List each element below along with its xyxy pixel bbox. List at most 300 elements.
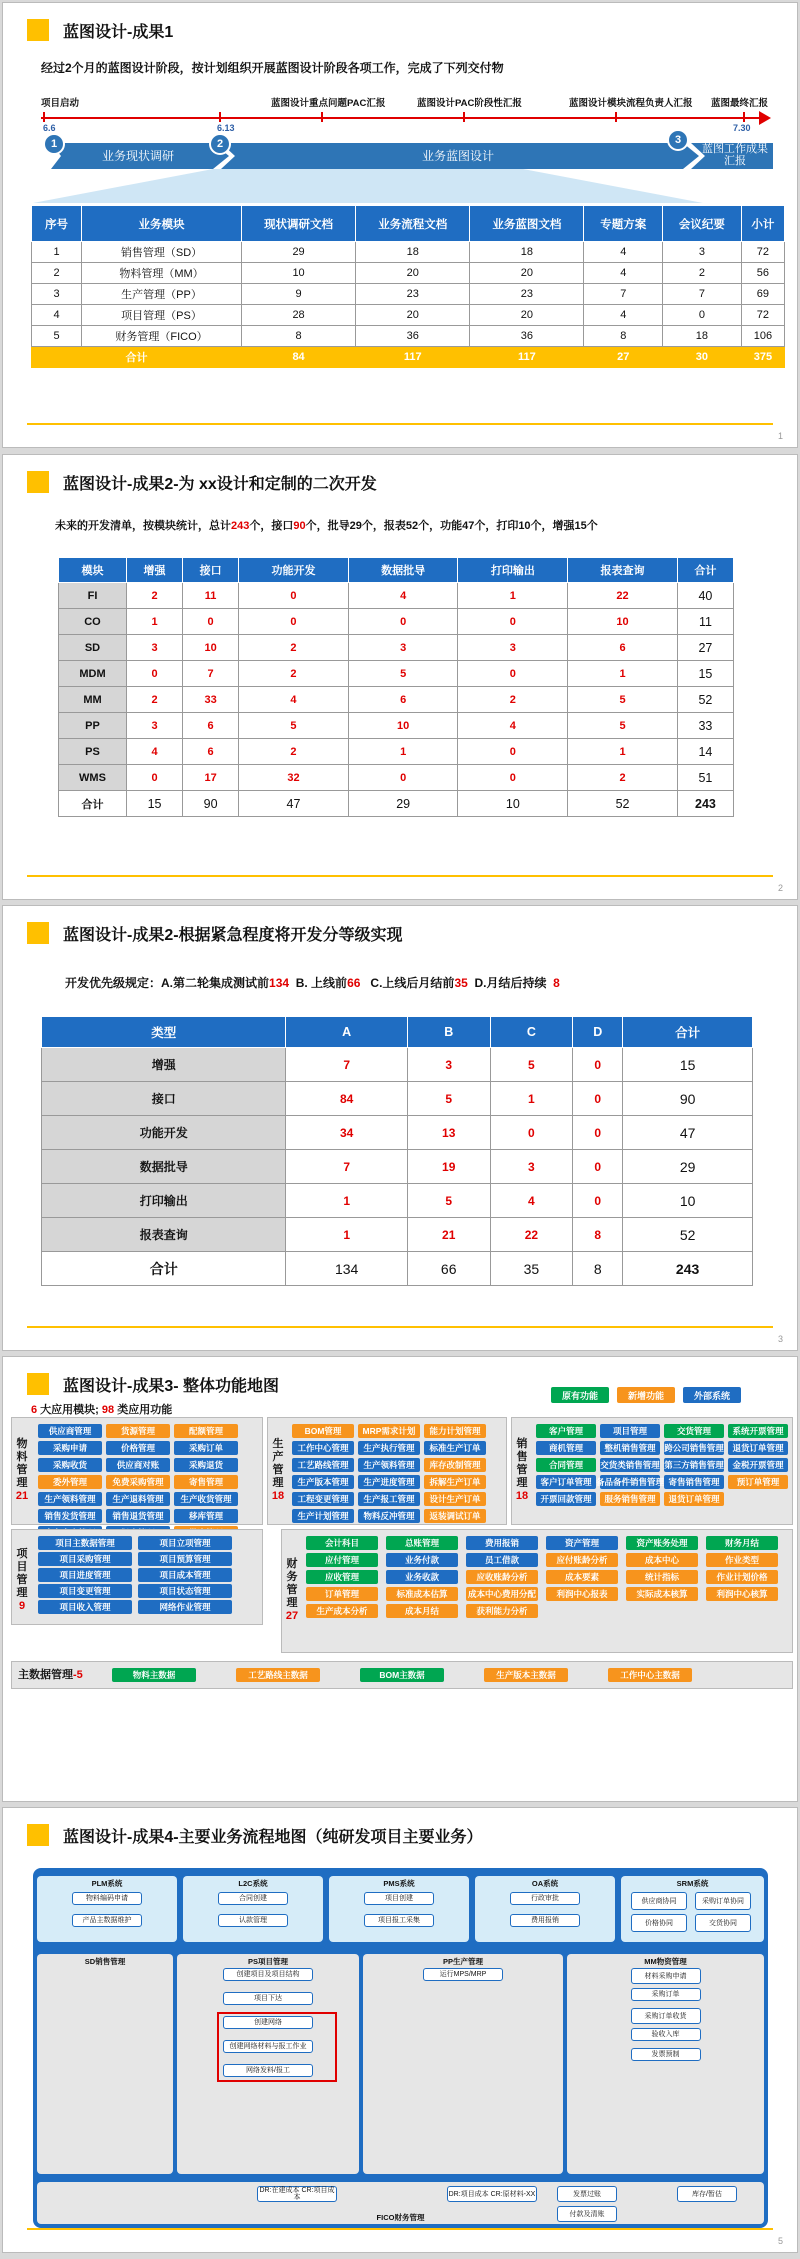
system-name: SRM系统: [676, 1879, 709, 1888]
table-cell: 13: [407, 1116, 490, 1150]
table-cell: FI: [59, 583, 127, 609]
process-step: DR:在建成本 CR:项目成本: [257, 2186, 337, 2202]
function-chip: 供应商对账: [106, 1458, 170, 1472]
table-row: [42, 1048, 753, 1082]
table-cell: 接口: [42, 1082, 286, 1116]
column-header: 报表查询: [568, 558, 678, 583]
process-step: 项目创建: [364, 1892, 434, 1905]
column-header: 业务模块: [82, 206, 242, 242]
function-chip: 能力计划管理: [424, 1424, 486, 1438]
table-cell: 5: [407, 1184, 490, 1218]
function-chip: 备品备件销售管理: [596, 1477, 665, 1487]
table-cell: 打印输出: [42, 1184, 286, 1218]
table-cell: CO: [59, 609, 127, 635]
table-cell: 52: [568, 791, 678, 817]
table-cell: 22: [568, 583, 678, 609]
process-step: DR:项目成本 CR:原材料-XX: [447, 2186, 537, 2202]
table-cell: 1: [286, 1218, 407, 1252]
table-cell: 1: [568, 661, 678, 687]
table-row: [59, 713, 734, 739]
slide-1: [2, 2, 798, 448]
table-cell: 2: [126, 583, 182, 609]
function-chip: 生产版本管理: [292, 1475, 354, 1489]
function-chip: 项目预算管理: [138, 1552, 232, 1566]
function-chip: 统计指标: [626, 1570, 698, 1584]
table-row: [32, 242, 785, 263]
table-cell: 0: [458, 609, 568, 635]
process-step: 采购订单协同: [695, 1892, 751, 1910]
process-step: 产品主数据维护: [72, 1914, 142, 1927]
slide-subtitle: 经过2个月的蓝图设计阶段，按计划组织开展蓝图设计阶段各项工作，完成了下列交付物: [41, 61, 504, 75]
function-chip: 项目状态管理: [138, 1584, 232, 1598]
table-cell: 3: [458, 635, 568, 661]
table-cell: 14: [677, 739, 733, 765]
column-header: 现状调研文档: [242, 206, 356, 242]
milestone-label: 项目启动: [41, 98, 80, 109]
function-chip: 配额管理: [174, 1424, 238, 1438]
table-row: [59, 583, 734, 609]
table-cell: 117: [356, 347, 470, 368]
table-cell: 32: [239, 765, 349, 791]
function-chip: 资产管理: [546, 1536, 618, 1550]
function-chip: 项目进度管理: [38, 1568, 132, 1582]
table-cell: 51: [677, 765, 733, 791]
subtitle-text: 开发优先级规定：A.第二轮集成测试前: [65, 976, 270, 990]
function-chip: 交货管理: [664, 1424, 724, 1438]
table-cell: 52: [677, 687, 733, 713]
table-cell: 20: [470, 305, 584, 326]
title-marker-icon: [27, 1373, 49, 1395]
table-cell: 1: [126, 609, 182, 635]
module-count: 18: [271, 1490, 285, 1502]
table-cell: 0: [573, 1150, 623, 1184]
function-chip: 采购退货: [174, 1458, 238, 1472]
function-chip: 成本中心费用分配: [467, 1589, 536, 1599]
function-chip: 标准生产订单: [424, 1441, 486, 1455]
module-count: 9: [18, 1600, 26, 1612]
module-name: 生产管理: [272, 1438, 284, 1489]
table-cell: 15: [677, 661, 733, 687]
table-row: [32, 263, 785, 284]
table-cell: 0: [458, 765, 568, 791]
lane-name: MM物资管理: [644, 1957, 687, 1966]
column-header: 打印输出: [458, 558, 568, 583]
footer-line: [27, 875, 773, 877]
function-chip: 预订单管理: [728, 1475, 788, 1489]
table-row: [59, 739, 734, 765]
function-chip: 应收管理: [306, 1570, 378, 1584]
function-chip: 价格管理: [106, 1441, 170, 1455]
process-step: 价格协同: [631, 1914, 687, 1932]
phase-arrows: [3, 3, 799, 213]
table-cell: MM: [59, 687, 127, 713]
table-cell: 15: [623, 1048, 753, 1082]
column-header: B: [407, 1017, 490, 1048]
table-cell: 33: [183, 687, 239, 713]
table-cell: 2: [239, 635, 349, 661]
table-header-row: [32, 206, 785, 242]
function-chip: 会计科目: [306, 1536, 378, 1550]
table-cell: 4: [584, 263, 663, 284]
column-header: 合计: [623, 1017, 753, 1048]
table-cell: 7: [286, 1048, 407, 1082]
table-row: [42, 1082, 753, 1116]
table-cell: 0: [490, 1116, 573, 1150]
lane-name: PP生产管理: [442, 1957, 483, 1966]
table-cell: PP: [59, 713, 127, 739]
subtitle-highlight: 243: [231, 520, 250, 532]
priority-table: [41, 1016, 753, 1286]
slide-title: 蓝图设计-成果4-主要业务流程地图（纯研发项目主要业务）: [63, 1829, 483, 1846]
column-header: 增强: [126, 558, 182, 583]
function-chip: 生产版本主数据: [484, 1668, 568, 1682]
function-chip: 设计生产订单: [424, 1492, 486, 1506]
table-total-row: [59, 791, 734, 817]
function-chip: 业务收款: [386, 1570, 458, 1584]
process-step: 认款管理: [218, 1914, 288, 1927]
system-box: [475, 1876, 615, 1942]
slide-2: [2, 454, 798, 900]
function-chip: 货源管理: [106, 1424, 170, 1438]
function-chip: 作业类型: [706, 1553, 778, 1567]
subtitle-highlight: 6: [31, 1404, 38, 1416]
system-name: OA系统: [531, 1879, 559, 1888]
table-cell: 物料管理（MM）: [82, 263, 242, 284]
function-chip: 生产领料管理: [38, 1492, 102, 1506]
function-chip: 生产报工管理: [358, 1492, 420, 1506]
process-step: 创建网络材料与报工作业: [223, 2040, 313, 2053]
function-chip: 工艺路线主数据: [236, 1668, 320, 1682]
table-cell: 34: [286, 1116, 407, 1150]
table-cell: 1: [286, 1184, 407, 1218]
function-chip: 生产领料管理: [358, 1458, 420, 1472]
module-box-fi: [281, 1529, 793, 1653]
table-cell: 90: [183, 791, 239, 817]
legend-new: 新增功能: [617, 1387, 675, 1403]
table-cell: 2: [458, 687, 568, 713]
swimlane: [37, 1954, 173, 2174]
page-number: 3: [777, 1334, 783, 1344]
table-cell: 0: [126, 765, 182, 791]
function-chip: 获利能力分析: [466, 1604, 538, 1618]
column-header: 业务蓝图文档: [470, 206, 584, 242]
table-row: [59, 635, 734, 661]
module-label: [284, 1558, 300, 1623]
process-step: 采购订单收货: [631, 2008, 701, 2024]
table-cell: 项目管理（PS）: [82, 305, 242, 326]
table-cell: 106: [741, 326, 784, 347]
table-row: [32, 326, 785, 347]
subtitle-highlight: 90: [293, 520, 306, 532]
module-box-pp: [267, 1417, 507, 1525]
function-chip: 订单管理: [306, 1587, 378, 1601]
module-label: 主数据管理-5: [18, 1669, 83, 1681]
function-chip: 商机管理: [536, 1441, 596, 1455]
table-row: [32, 284, 785, 305]
table-cell: 22: [490, 1218, 573, 1252]
table-cell: 40: [677, 583, 733, 609]
function-chip: 系统开票管理: [728, 1424, 788, 1438]
table-cell: 69: [741, 284, 784, 305]
function-chip: 成本月结: [386, 1604, 458, 1618]
function-chip: 项目变更管理: [38, 1584, 132, 1598]
table-cell: 47: [239, 791, 349, 817]
system-name: L2C系统: [238, 1879, 268, 1888]
table-cell: 0: [458, 739, 568, 765]
table-cell: 27: [584, 347, 663, 368]
module-name: 主数据管理: [18, 1669, 73, 1681]
deliverables-table: [31, 205, 785, 368]
table-cell: 财务管理（FICO）: [82, 326, 242, 347]
function-chip: 业务付款: [386, 1553, 458, 1567]
function-chip: 采购收货: [38, 1458, 102, 1472]
table-cell: 23: [356, 284, 470, 305]
slide-subtitle: [55, 517, 598, 533]
module-count: 18: [515, 1490, 529, 1502]
process-step: 付款及清账: [557, 2206, 617, 2222]
table-cell: 5: [239, 713, 349, 739]
module-count: 27: [285, 1610, 299, 1622]
footer-line: [27, 1326, 773, 1328]
subtitle-text: D.月结后持续: [467, 976, 554, 990]
table-cell: 数据批导: [42, 1150, 286, 1184]
table-cell: PS: [59, 739, 127, 765]
table-cell: 4: [126, 739, 182, 765]
subtitle-highlight: 35: [454, 976, 468, 990]
function-chip: MRP需求计划: [358, 1424, 420, 1438]
column-header: D: [573, 1017, 623, 1048]
table-cell: 2: [126, 687, 182, 713]
table-cell: 4: [584, 242, 663, 263]
process-step: 采购订单: [631, 1988, 701, 2001]
table-cell: 3: [490, 1150, 573, 1184]
function-chip: 返装调试订单: [424, 1509, 486, 1523]
legend-external: 外部系统: [683, 1387, 741, 1403]
table-cell: 4: [584, 305, 663, 326]
function-chip: 生产计划管理: [292, 1509, 354, 1523]
table-cell: 18: [663, 326, 742, 347]
system-name: PMS系统: [383, 1879, 415, 1888]
function-chip: 项目成本管理: [138, 1568, 232, 1582]
function-chip: 开票回款管理: [536, 1492, 596, 1506]
function-chip: 资产账务处理: [626, 1536, 698, 1550]
table-cell: 29: [623, 1150, 753, 1184]
function-chip: 项目立项管理: [138, 1536, 232, 1550]
function-chip: 利润中心报表: [546, 1587, 618, 1601]
table-cell: 生产管理（PP）: [82, 284, 242, 305]
function-chip: 客户管理: [536, 1424, 596, 1438]
module-name: 物料管理: [16, 1438, 28, 1489]
process-step: 行政审批: [510, 1892, 580, 1905]
footer-line: [27, 423, 773, 425]
table-cell: 18: [356, 242, 470, 263]
slide-title: 蓝图设计-成果2-为 xx设计和定制的二次开发: [63, 476, 377, 493]
table-cell: 0: [126, 661, 182, 687]
module-box-sd: [511, 1417, 793, 1525]
table-cell: 33: [677, 713, 733, 739]
phase-number-badge: 1: [43, 133, 65, 155]
table-cell: 5: [568, 713, 678, 739]
page-number: 1: [777, 431, 783, 441]
table-cell: 20: [356, 305, 470, 326]
process-step: 交货协同: [695, 1914, 751, 1932]
table-cell: 23: [470, 284, 584, 305]
table-row: [59, 609, 734, 635]
table-cell: 2: [239, 661, 349, 687]
swimlane: [567, 1954, 764, 2174]
table-cell: MDM: [59, 661, 127, 687]
process-map: [33, 1868, 768, 2228]
table-row: [32, 305, 785, 326]
table-cell: 0: [239, 609, 349, 635]
table-cell: 销售管理（SD）: [82, 242, 242, 263]
module-name: 项目管理: [16, 1548, 28, 1599]
page-number: 5: [777, 2236, 783, 2246]
function-chip: 交货类销售管理: [600, 1460, 660, 1470]
slide-title: 蓝图设计-成果3- 整体功能地图: [63, 1378, 280, 1395]
function-chip: 项目采购管理: [38, 1552, 132, 1566]
table-cell: 30: [663, 347, 742, 368]
function-chip: 费用报销: [466, 1536, 538, 1550]
table-cell: 5: [568, 687, 678, 713]
table-cell: 0: [573, 1082, 623, 1116]
lane-fico: [37, 2182, 764, 2224]
function-chip: 网络作业管理: [138, 1600, 232, 1614]
function-chip: 作业计划价格: [706, 1570, 778, 1584]
table-cell: 5: [490, 1048, 573, 1082]
process-step: 项目报工采集: [364, 1914, 434, 1927]
lane-name: FICO财务管理: [376, 2213, 425, 2222]
slide-4: [2, 1356, 798, 1802]
timeline-date: 6.6: [43, 123, 56, 133]
subtitle-text: 类应用功能: [114, 1404, 173, 1416]
subtitle-text: B. 上线前: [289, 976, 348, 990]
column-header: 数据批导: [348, 558, 458, 583]
function-chip: BOM主数据: [360, 1668, 444, 1682]
system-box: [183, 1876, 323, 1942]
table-cell: 27: [677, 635, 733, 661]
table-row: [59, 687, 734, 713]
table-cell: 3: [126, 713, 182, 739]
table-header-row: [59, 558, 734, 583]
function-chip: 利润中心核算: [706, 1587, 778, 1601]
table-cell: 17: [183, 765, 239, 791]
table-cell: 合计: [32, 347, 242, 368]
table-cell: 合计: [59, 791, 127, 817]
module-label: [14, 1438, 30, 1503]
function-chip: 生产进度管理: [358, 1475, 420, 1489]
process-step: 库存/暂估: [677, 2186, 737, 2202]
table-cell: 11: [183, 583, 239, 609]
table-cell: 84: [286, 1082, 407, 1116]
process-step: 发票预制: [631, 2048, 701, 2061]
function-chip: 销售发货管理: [38, 1509, 102, 1523]
function-chip: 移库管理: [174, 1509, 238, 1523]
table-cell: 报表查询: [42, 1218, 286, 1252]
module-count: 21: [15, 1490, 29, 1502]
subtitle-text: 大应用模块;: [37, 1404, 102, 1416]
module-name: 财务管理: [286, 1558, 298, 1609]
function-chip: 合同管理: [536, 1458, 596, 1472]
table-cell: 0: [573, 1184, 623, 1218]
table-cell: 3: [407, 1048, 490, 1082]
function-chip: 寄售销售管理: [664, 1475, 724, 1489]
function-chip: 员工借款: [466, 1553, 538, 1567]
table-cell: 4: [458, 713, 568, 739]
table-cell: 134: [286, 1252, 407, 1286]
swimlane: [177, 1954, 359, 2174]
function-chip: 生产收货管理: [174, 1492, 238, 1506]
table-cell: 10: [242, 263, 356, 284]
module-count: 5: [76, 1669, 83, 1681]
milestone-label: 蓝图设计重点问题PAC汇报: [271, 98, 386, 109]
table-cell: 1: [568, 739, 678, 765]
module-label: [14, 1548, 30, 1613]
function-chip: 供应商管理: [38, 1424, 102, 1438]
function-chip: 财务月结: [706, 1536, 778, 1550]
table-cell: 117: [470, 347, 584, 368]
table-cell: 9: [242, 284, 356, 305]
module-box-ps: [11, 1529, 263, 1625]
table-cell: 3: [348, 635, 458, 661]
slide-subtitle: [31, 1401, 172, 1417]
function-chip: 库存改制管理: [424, 1458, 486, 1472]
table-cell: 1: [348, 739, 458, 765]
table-cell: 0: [183, 609, 239, 635]
process-step: 网络发料/报工: [223, 2064, 313, 2077]
system-box: [37, 1876, 177, 1942]
table-row: [59, 661, 734, 687]
footer-line: [27, 2228, 773, 2230]
slide-title: 蓝图设计-成果2-根据紧急程度将开发分等级实现: [63, 927, 403, 944]
column-header: C: [490, 1017, 573, 1048]
table-cell: 合计: [42, 1252, 286, 1286]
system-box: [621, 1876, 764, 1942]
table-cell: 28: [242, 305, 356, 326]
function-chip: 采购申请: [38, 1441, 102, 1455]
table-cell: 10: [183, 635, 239, 661]
module-label: [270, 1438, 286, 1503]
table-cell: 7: [183, 661, 239, 687]
column-header: 小计: [741, 206, 784, 242]
function-chip: 金税开票管理: [728, 1458, 788, 1472]
slide-subtitle: [65, 974, 560, 991]
table-cell: 7: [663, 284, 742, 305]
table-cell: 0: [348, 609, 458, 635]
function-chip: 总账管理: [386, 1536, 458, 1550]
title-marker-icon: [27, 1824, 49, 1846]
milestone-label: 蓝图最终汇报: [711, 98, 769, 109]
process-step: 验收入库: [631, 2028, 701, 2041]
function-chip: 工程变更管理: [292, 1492, 354, 1506]
function-chip: 退货订单管理: [728, 1441, 788, 1455]
phase-number-badge: 3: [667, 129, 689, 151]
title-marker-icon: [27, 922, 49, 944]
table-cell: 0: [573, 1116, 623, 1150]
table-cell: 7: [584, 284, 663, 305]
table-cell: 10: [623, 1184, 753, 1218]
subtitle-text: 未来的开发清单，按模块统计，总计: [55, 520, 231, 532]
phase-label: 蓝图工作成果汇报: [702, 143, 768, 167]
function-chip: 委外管理: [38, 1475, 102, 1489]
system-box: [329, 1876, 469, 1942]
process-step: 供应商协同: [631, 1892, 687, 1910]
function-chip: 项目主数据管理: [38, 1536, 132, 1550]
table-cell: 8: [573, 1252, 623, 1286]
table-cell: 3: [32, 284, 82, 305]
column-header: A: [286, 1017, 407, 1048]
column-header: 模块: [59, 558, 127, 583]
